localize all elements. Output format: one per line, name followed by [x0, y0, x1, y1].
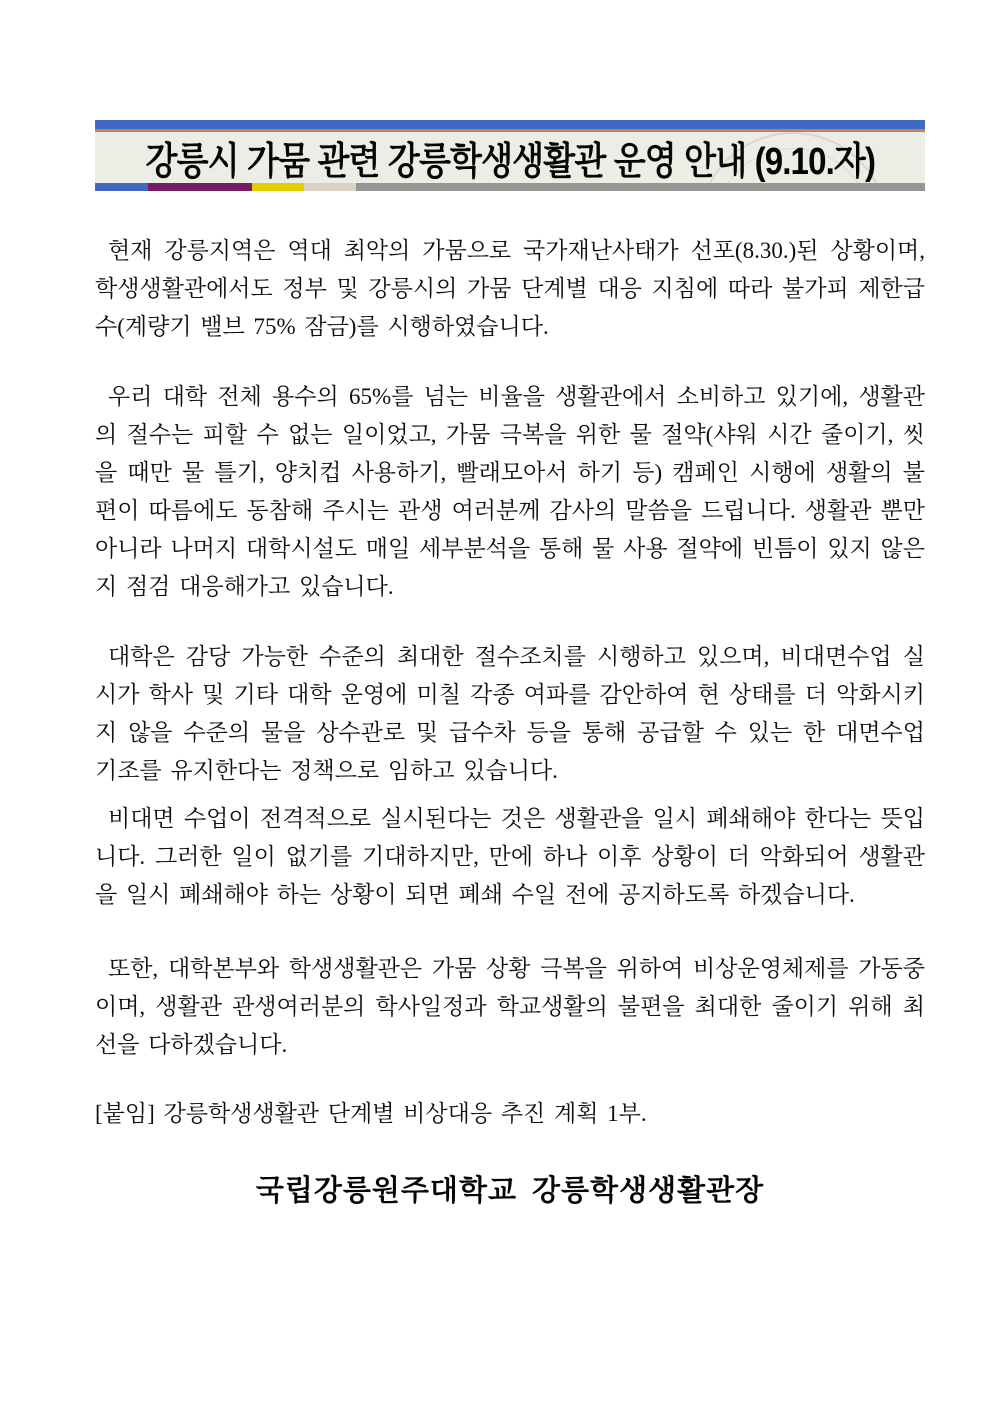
- stripe-segment-beige: [304, 183, 356, 191]
- paragraph-closure-notice: 비대면 수업이 전격적으로 실시된다는 것은 생활관을 일시 폐쇄해야 한다는 뜻입니다. 그러한 일이 없기를 기대하지만, 만에 하나 이후 상황이 더 악화되어 생활관을 일시 폐쇄해야 하는 상황이 되면 폐쇄 수일 전에 공지하도록 하겠습니다.: [95, 806, 925, 907]
- paragraph-drought-status: 현재 강릉지역은 역대 최악의 가뭄으로 국가재난사태가 선포(8.30.)된 상황이며, 학생생활관에서도 정부 및 강릉시의 가뭄 단계별 대응 지침에 따라 불가피 제한급수(계량기 밸브 75% 잠금)를 시행하였습니다.: [95, 238, 925, 339]
- stripe-segment-yellow: [252, 183, 304, 191]
- announcement-body: [95, 232, 925, 1210]
- paragraph-emergency-operation: 또한, 대학본부와 학생생활관은 가뭄 상황 극복을 위하여 비상운영체제를 가동중이며, 생활관 관생여러분의 학사일정과 학교생활의 불편을 최대한 줄이기 위해 최선을 다하겠습니다.: [95, 956, 925, 1057]
- header-bottom-stripe: [95, 183, 925, 191]
- attachment-note: [붙임] 강릉학생생활관 단계별 비상대응 추진 계획 1부.: [95, 1101, 647, 1126]
- header-title-band: [95, 132, 925, 183]
- stripe-segment-gray: [356, 183, 925, 191]
- page-title: 강릉시 가뭄 관련 강릉학생생활관 운영 안내 (9.10.자): [145, 141, 875, 183]
- stripe-segment-purple: [148, 183, 252, 191]
- header-top-blue-stripe: [95, 120, 925, 129]
- signature: 국립강릉원주대학교 강릉학생생활관장: [255, 1175, 765, 1207]
- stripe-segment-blue: [95, 183, 148, 191]
- paragraph-university-measures: 대학은 감당 가능한 수준의 최대한 절수조치를 시행하고 있으며, 비대면수업 실시가 학사 및 기타 대학 운영에 미칠 각종 여파를 감안하여 현 상태를 더 악화시키지 않을 수준의 물을 상수관로 및 급수차 등을 통해 공급할 수 있는 한 대면수업 기조를 유지한다는 정책으로 임하고 있습니다.: [95, 644, 925, 783]
- announcement-header: [95, 120, 925, 191]
- paragraph-water-saving: 우리 대학 전체 용수의 65%를 넘는 비율을 생활관에서 소비하고 있기에, 생활관의 절수는 피할 수 없는 일이었고, 가뭄 극복을 위한 물 절약(샤워 시간 줄이기, 씻을 때만 물 틀기, 양치컵 사용하기, 빨래모아서 하기 등) 캠페인 시행에 생활의 불편이 따름에도 동참해 주시는 관생 여러분께 감사의 말씀을 드립니다. 생활관 뿐만 아니라 나머지 대학시설도 매일 세부분석을 통해 물 사용 절약에 빈틈이 있지 않은지 점검 대응해가고 있습니다.: [95, 384, 925, 599]
